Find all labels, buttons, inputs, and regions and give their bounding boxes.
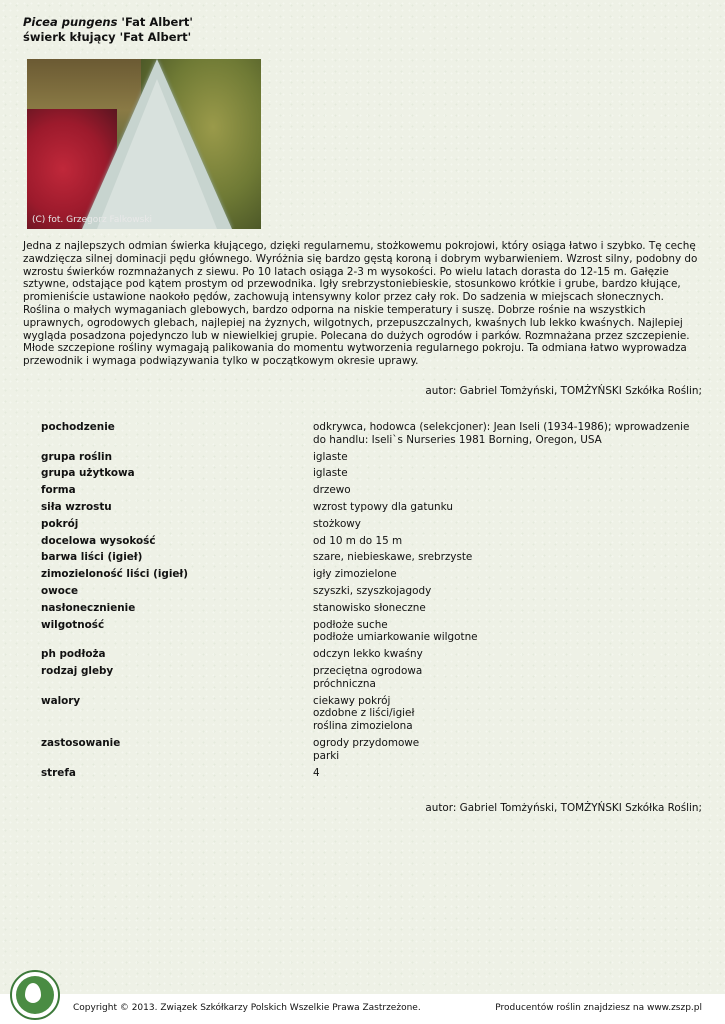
latin-name-line [23,15,193,30]
plant-description: Jedna z najlepszych odmian świerka kłującego, dzięki regularnemu, stożkowemu pokrojowi, który osiąga łatwo i szybko. Tę cechę zawdzięcza silnej dominacji pędu głównego. Wyróżnia się bardzo gęstą koroną i dobrym wybarwieniem. Wzrost silny, podobny do wzrostu świerków rozmnażanych z siewu. Po 10 latach osiąga 2-3 m wysokości. Po wielu latach dorasta do 12-15 m. Gałęzie sztywne, odstające pod kątem prostym od przewodnika. Igły srebrzystoniebieskie, stosunkowo krótkie i grube, bardzo kłujące, promieniście ustawione naokoło pędów, zachowują intensywny kolor przez cały rok. Do sadzenia w miejscach słonecznych. Roślina o małych wymaganiach glebowych, bardzo odporna na niskie temperatury i suszę. Dobrze rośnie na wszystkich uprawnych, ogrodowych glebach, najlepiej na żyznych, wilgotnych, przepuszczalnych, kwaśnych lub lekko kwaśnych. Najlepiej wygląda posadzona pojedynczo lub w niewielkiej grupie. Polecana do dużych ogrodów i parków. Rozmnażana przez szczepienie. Młode szczepione rośliny wymagają palikowania do momentu wytworzenia regularnego pokroju. Ta odmiana łatwo wyprowadza przewodnik i wymaga podwiązywania tylko w początkowym okresie uprawy. [23,240,698,368]
attribute-row [41,484,691,497]
attribute-row [41,695,691,733]
attribute-value: drzewo [313,484,351,497]
attribute-label: barwa liści (igieł) [41,551,143,564]
attribute-label: wilgotność [41,618,105,631]
attribute-label: walory [41,694,81,707]
zszp-logo[interactable] [10,970,60,1020]
plant-title [23,15,193,45]
attribute-label: docelowa wysokość [41,534,156,547]
attribute-label: ph podłoża [41,648,106,661]
attribute-value: odczyn lekko kwaśny [313,648,423,661]
attribute-value: wzrost typowy dla gatunku [313,500,453,513]
attribute-value: ciekawy pokrój ozdobne z liści/igieł roślina zimozielona [313,694,415,733]
attribute-value: podłoże suche podłoże umiarkowanie wilgotne [313,618,478,644]
leaf-icon [25,983,41,1003]
attribute-label: nasłonecznienie [41,601,136,614]
attribute-row [41,451,691,464]
attribute-label: zimozieloność liści (igieł) [41,568,189,581]
attribute-row [41,602,691,615]
attribute-label: rodzaj gleby [41,664,114,677]
author-line: autor: Gabriel Tomżyński, TOMŻYŃSKI Szkółka Roślin; [425,385,702,397]
latin-name: Picea pungens [23,15,118,29]
attribute-value: 4 [313,766,320,779]
cultivar-name: 'Fat Albert' [117,15,193,29]
attribute-label: pokrój [41,517,79,530]
attribute-row [41,421,691,447]
attribute-row [41,568,691,581]
attribute-row [41,767,691,780]
attribute-row [41,501,691,514]
attribute-row [41,551,691,564]
attribute-row [41,535,691,548]
attribute-value: stanowisko słoneczne [313,601,426,614]
attribute-label: owoce [41,584,79,597]
attribute-value: szare, niebieskawe, srebrzyste [313,551,473,564]
attribute-value: ogrody przydomowe parki [313,736,420,762]
attribute-value: przeciętna ogrodowa próchniczna [313,664,423,690]
attribute-row [41,585,691,598]
copyright-text: Copyright © 2013. Związek Szkółkarzy Polskich Wszelkie Prawa Zastrzeżone. [73,1003,421,1013]
attribute-label: grupa użytkowa [41,467,135,480]
plant-photo [27,59,261,229]
attribute-row [41,648,691,661]
attribute-value: odkrywca, hodowca (selekcjoner): Jean Iseli (1934-1986); wprowadzenie do handlu: Iseli`s Nurseries 1981 Borning, Oregon, USA [313,421,690,446]
attribute-row [41,518,691,531]
attributes-table [41,421,691,783]
attribute-label: grupa roślin [41,450,112,463]
attribute-value: stożkowy [313,517,361,530]
attribute-value: igły zimozielone [313,568,397,581]
attribute-label: zastosowanie [41,736,121,749]
attribute-row [41,665,691,691]
attribute-value: szyszki, szyszkojagody [313,584,432,597]
author-line-bottom: autor: Gabriel Tomżyński, TOMŻYŃSKI Szkółka Roślin; [425,802,702,814]
producers-link[interactable]: Producentów roślin znajdziesz na www.zszp.pl [495,1003,702,1013]
attribute-label: forma [41,484,76,497]
attribute-label: strefa [41,766,76,779]
attribute-value: od 10 m do 15 m [313,534,403,547]
attribute-label: pochodzenie [41,421,115,433]
photo-credit: (C) fot. Grzegorz Falkowski [32,215,153,225]
attribute-value: iglaste [313,467,348,480]
polish-name: świerk kłujący 'Fat Albert' [23,30,192,44]
attribute-row [41,467,691,480]
attribute-row [41,737,691,763]
attribute-label: siła wzrostu [41,500,112,513]
attribute-row [41,619,691,645]
attribute-value: iglaste [313,450,348,463]
